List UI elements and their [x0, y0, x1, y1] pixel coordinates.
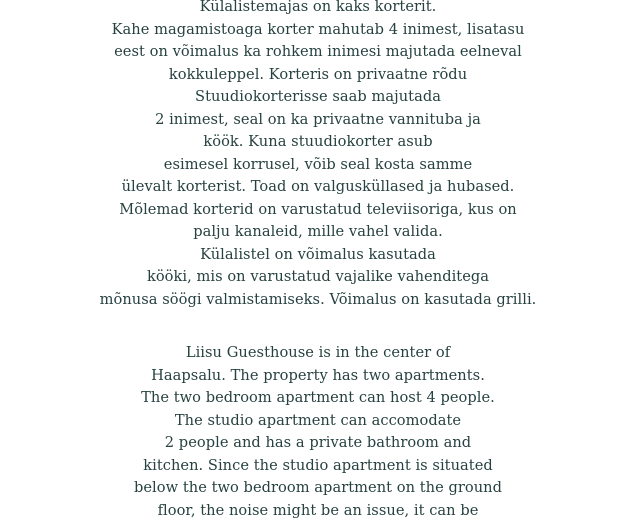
text-line: Liisu Guesthouse is in the center of: [0, 342, 636, 365]
text-line: mõnusa söögi valmistamiseks. Võimalus on kasutada grilli.: [0, 289, 636, 312]
english-description-block: [0, 342, 636, 522]
text-line: eest on võimalus ka rohkem inimesi majutada eelneval: [0, 41, 636, 64]
text-line: The two bedroom apartment can host 4 people.: [0, 387, 636, 410]
text-line: Kahe magamistoaga korter mahutab 4 inimest, lisatasu: [0, 19, 636, 42]
text-line: below the two bedroom apartment on the ground: [0, 477, 636, 500]
text-line: Stuudiokorterisse saab majutada: [0, 86, 636, 109]
text-line: Mõlemad korterid on varustatud televiisoriga, kus on: [0, 199, 636, 222]
text-line: 2 people and has a private bathroom and: [0, 432, 636, 455]
text-line: Haapsalu. The property has two apartments.: [0, 365, 636, 388]
text-line: 2 inimest, seal on ka privaatne vannituba ja: [0, 109, 636, 132]
text-line: kokkuleppel. Korteris on privaatne rõdu: [0, 64, 636, 87]
text-line: kitchen. Since the studio apartment is situated: [0, 455, 636, 478]
text-line: Külalistemajas on kaks korterit.: [0, 0, 636, 19]
text-line: floor, the noise might be an issue, it can be: [0, 500, 636, 522]
text-line: kööki, mis on varustatud vajalike vahenditega: [0, 266, 636, 289]
text-line: ülevalt korterist. Toad on valgusküllased ja hubased.: [0, 176, 636, 199]
text-line: esimesel korrusel, võib seal kosta samme: [0, 154, 636, 177]
text-line: palju kanaleid, mille vahel valida.: [0, 221, 636, 244]
text-line: Külalistel on võimalus kasutada: [0, 244, 636, 267]
text-line: The studio apartment can accomodate: [0, 410, 636, 433]
text-line: köök. Kuna stuudiokorter asub: [0, 131, 636, 154]
